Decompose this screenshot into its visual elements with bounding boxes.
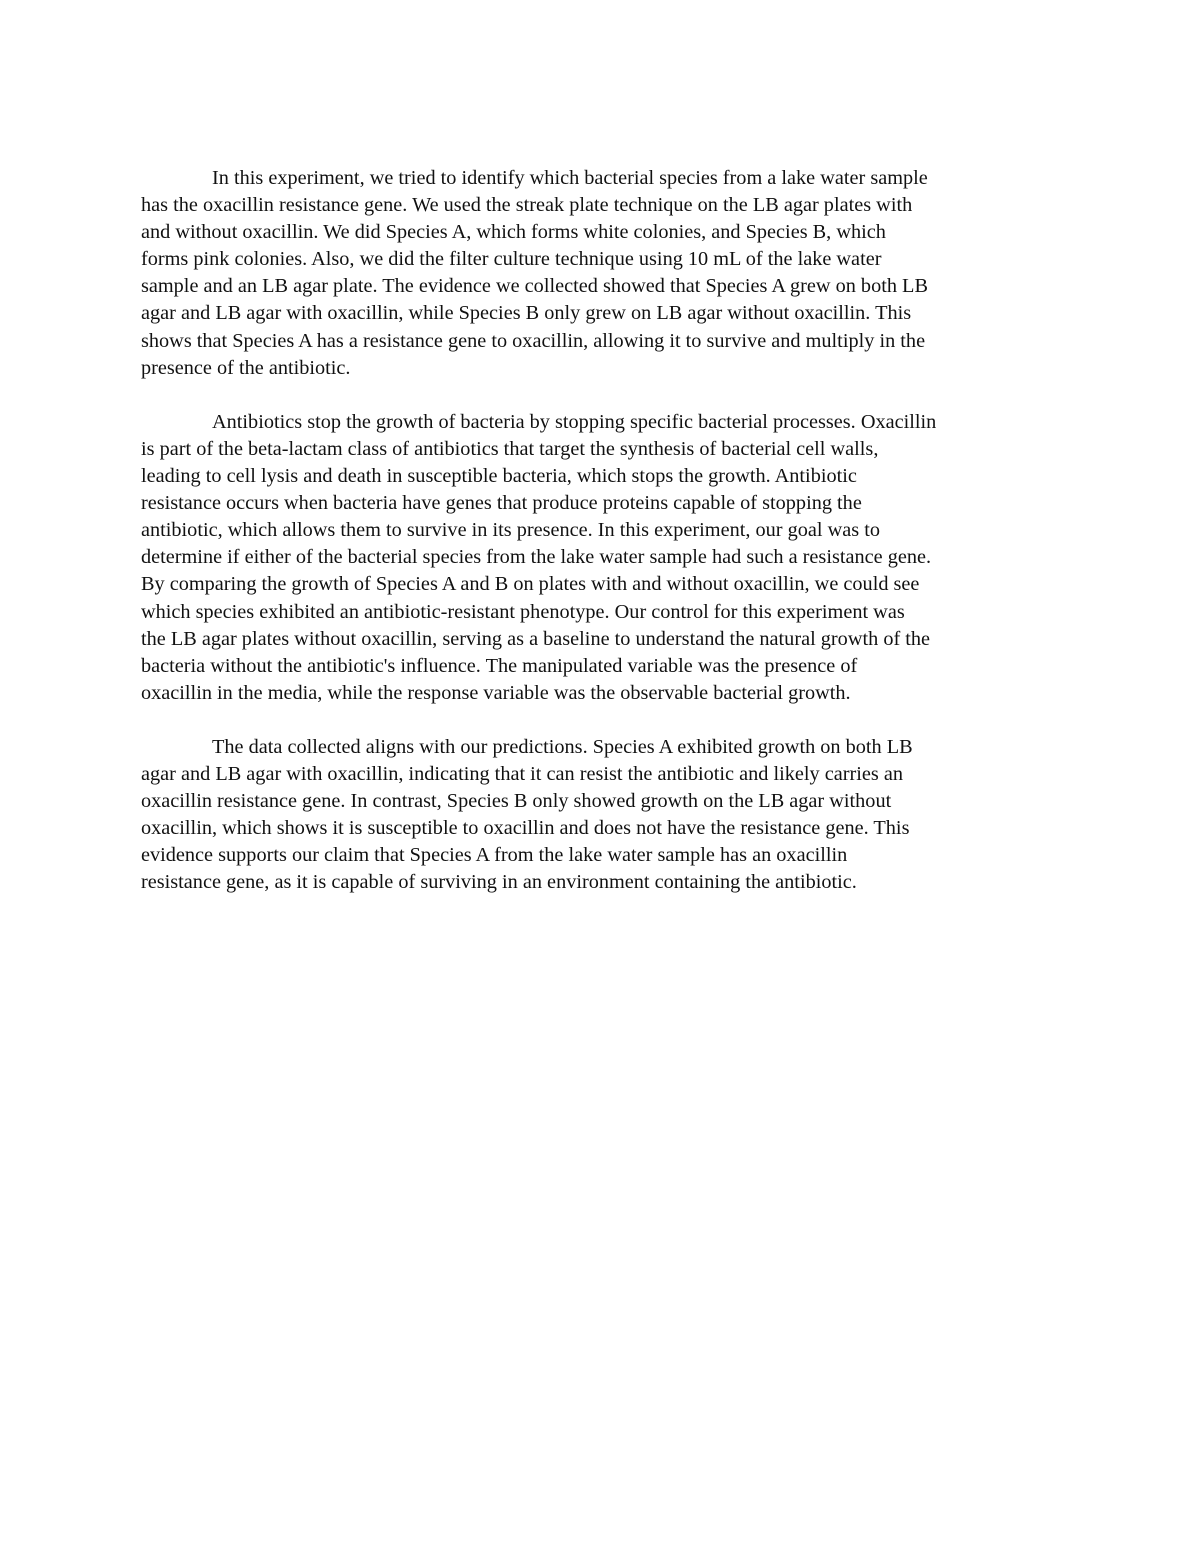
text-line: the LB agar plates without oxacillin, serving as a baseline to understand the natural growth of the [141,627,931,650]
paragraph-background [141,409,1061,707]
text-line: bacteria without the antibiotic's influence. The manipulated variable was the presence of [141,654,858,677]
text-line: agar and LB agar with oxacillin, indicating that it can resist the antibiotic and likely carries an [141,763,903,786]
paragraph-conclusion [141,734,1061,897]
text-line: shows that Species A has a resistance gene to oxacillin, allowing it to survive and multiply in the [141,329,926,352]
text-line: sample and an LB agar plate. The evidence we collected showed that Species A grew on both LB [141,275,928,298]
text-line: forms pink colonies. Also, we did the filter culture technique using 10 mL of the lake water [141,248,882,271]
text-line: which species exhibited an antibiotic-resistant phenotype. Our control for this experiment was [141,600,905,623]
text-line: oxacillin resistance gene. In contrast, Species B only showed growth on the LB agar without [141,790,892,813]
text-line: The data collected aligns with our predictions. Species A exhibited growth on both LB [212,735,913,758]
text-line: is part of the beta-lactam class of antibiotics that target the synthesis of bacterial cell walls, [141,437,879,460]
text-line: evidence supports our claim that Species A from the lake water sample has an oxacillin [141,844,848,867]
document-body [141,165,1061,924]
text-line: has the oxacillin resistance gene. We used the streak plate technique on the LB agar plates with [141,194,913,217]
text-line: determine if either of the bacterial species from the lake water sample had such a resistance gene. [141,546,932,569]
text-line: In this experiment, we tried to identify which bacterial species from a lake water sample [212,167,928,189]
text-line: antibiotic, which allows them to survive in its presence. In this experiment, our goal was to [141,519,880,542]
text-line: By comparing the growth of Species A and B on plates with and without oxacillin, we could see [141,573,920,596]
text-line: and without oxacillin. We did Species A, which forms white colonies, and Species B, which [141,221,886,244]
text-line: oxacillin in the media, while the response variable was the observable bacterial growth. [141,681,851,704]
text-line: leading to cell lysis and death in susceptible bacteria, which stops the growth. Antibiotic [141,465,857,488]
text-line: Antibiotics stop the growth of bacteria by stopping specific bacterial processes. Oxacillin [212,410,937,433]
paragraph-experiment-summary [141,165,1061,382]
text-line: oxacillin, which shows it is susceptible to oxacillin and does not have the resistance gene. This [141,817,910,840]
text-line: agar and LB agar with oxacillin, while Species B only grew on LB agar without oxacillin. This [141,302,912,325]
text-line: presence of the antibiotic. [141,356,351,379]
text-line: resistance gene, as it is capable of surviving in an environment containing the antibiotic. [141,871,857,894]
text-line: resistance occurs when bacteria have genes that produce proteins capable of stopping the [141,492,862,515]
